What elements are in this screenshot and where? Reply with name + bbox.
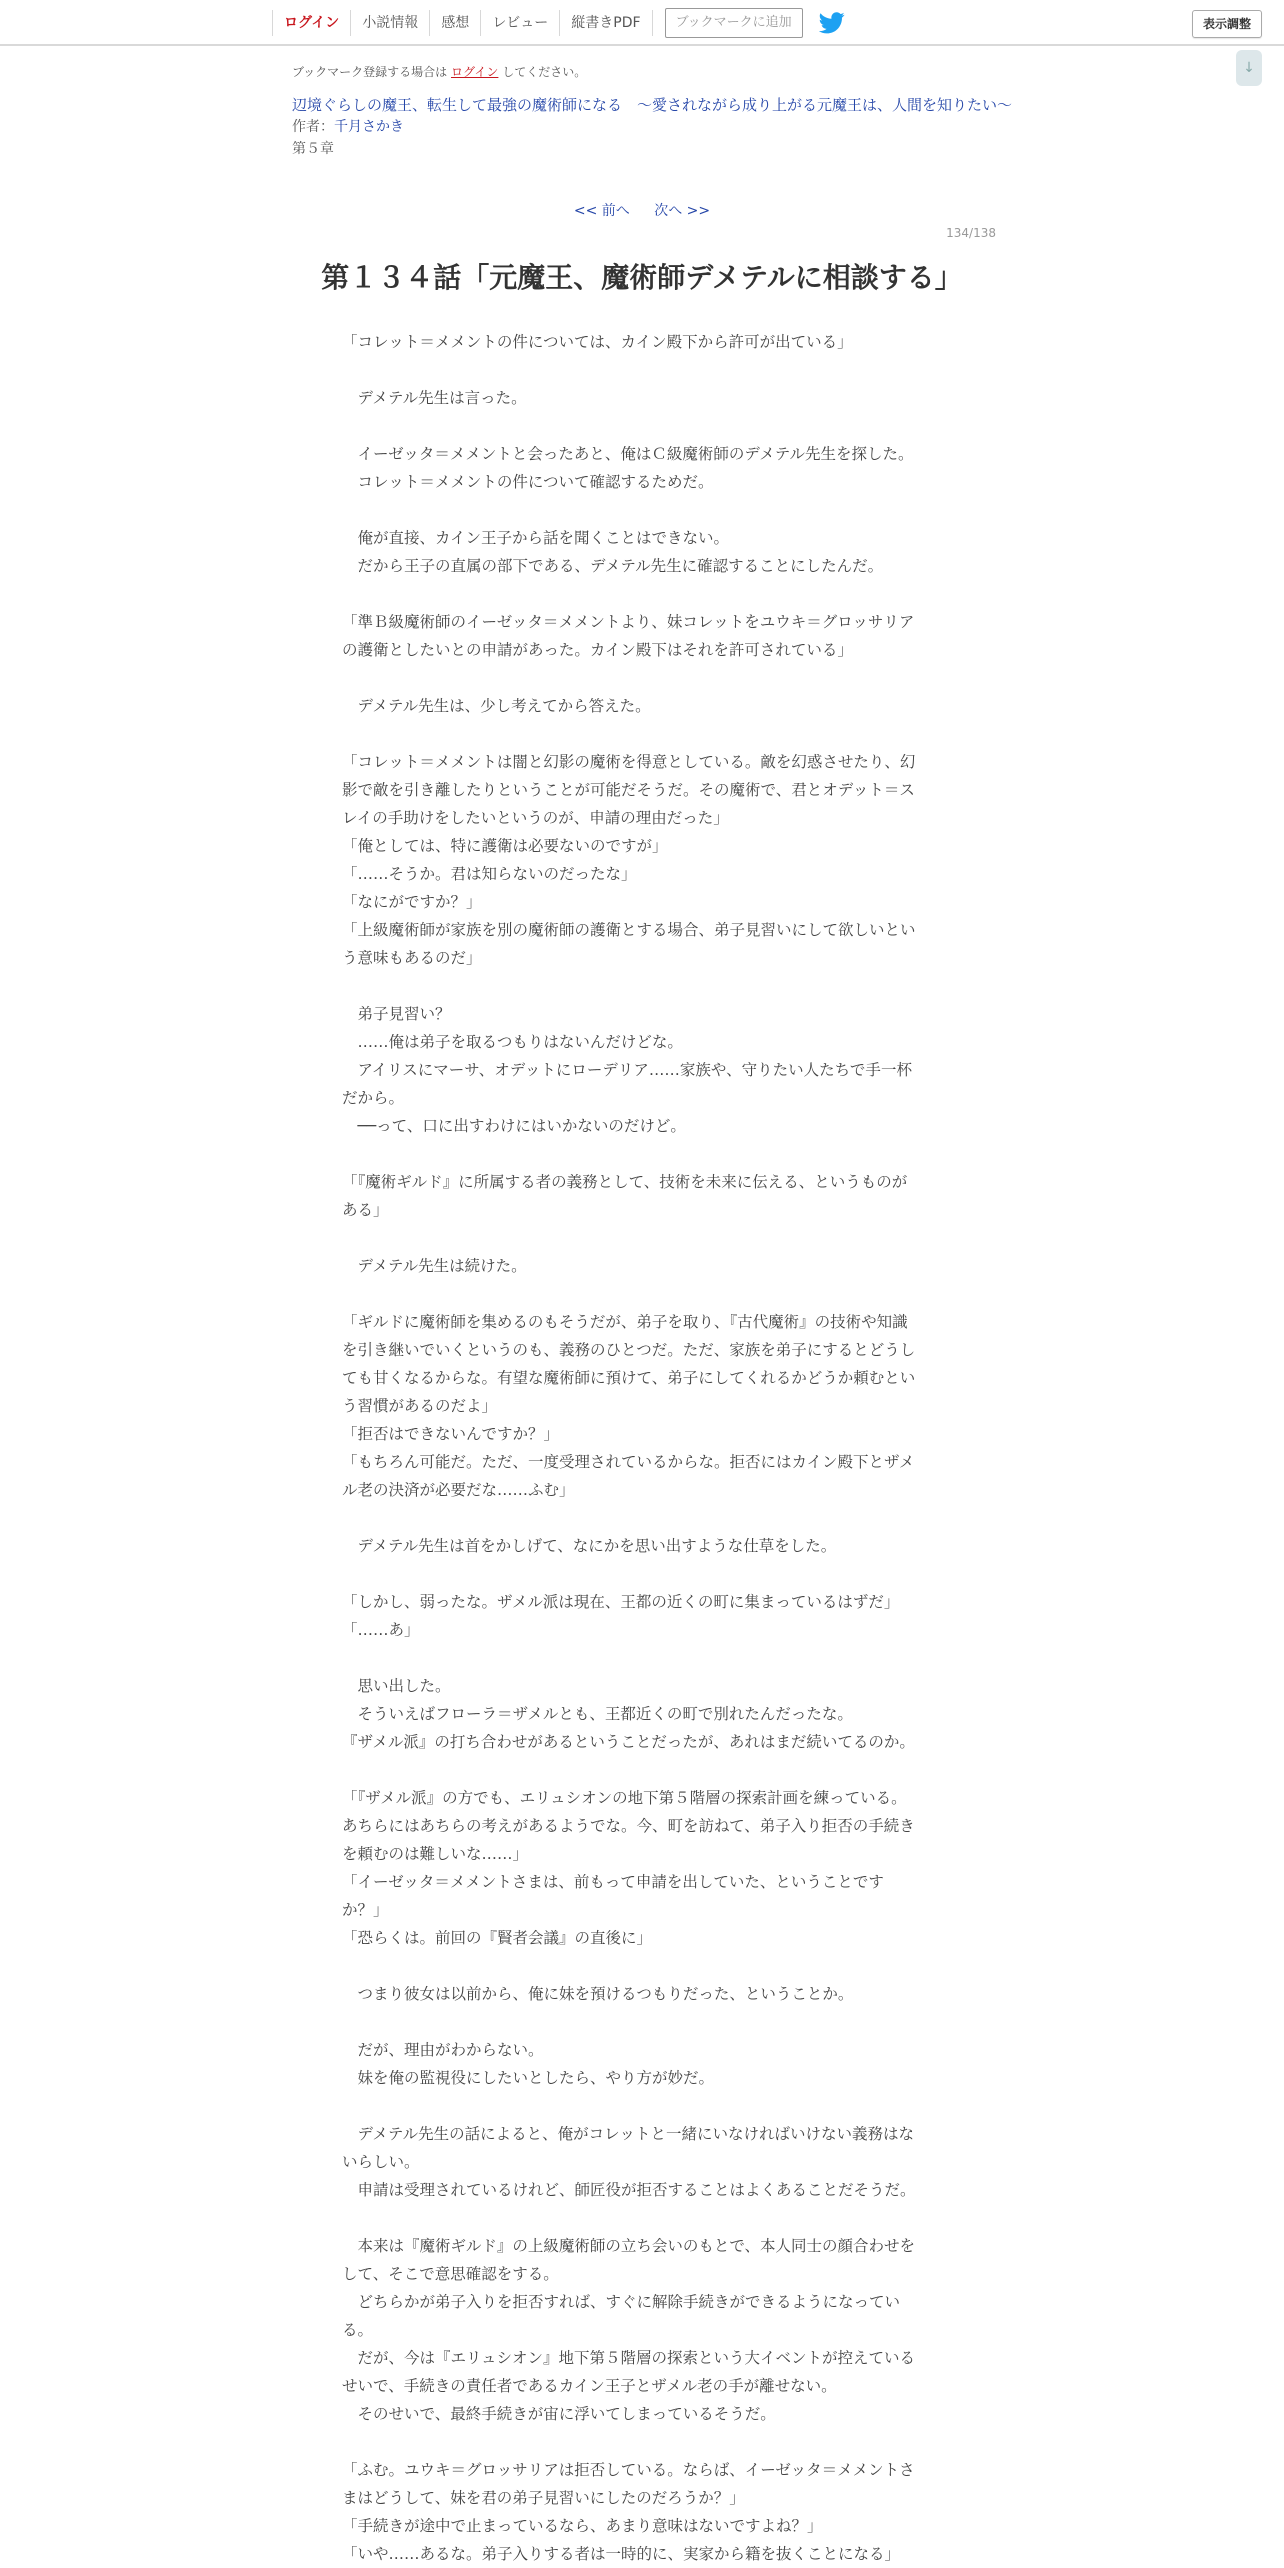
display-settings-button[interactable]: 表示調整 xyxy=(1192,10,1262,38)
body-line: つまり彼女は以前から、俺に妹を預けるつもりだった、ということか。 xyxy=(342,1985,854,2003)
body-line: だが、今は『エリュシオン』地下第５階層の探索という大イベントが控えている xyxy=(342,2349,916,2367)
body-line: だから王子の直属の部下である、デメテル先生に確認することにしたんだ。 xyxy=(342,557,884,575)
body-line: デメテル先生の話によると、俺がコレットと一緒にいなければいけない義務はな xyxy=(342,2125,914,2143)
body-line: 影で敵を引き離したりということが可能だそうだ。その魔術で、君とオデット＝ス xyxy=(342,781,915,799)
novel-meta xyxy=(292,62,1012,160)
body-line xyxy=(342,2428,942,2456)
body-line: 「ギルドに魔術師を集めるのもそうだが、弟子を取り、『古代魔術』の技術や知識 xyxy=(342,1313,908,1331)
body-line xyxy=(342,1560,942,1588)
body-line: の護衛としたいとの申請があった。カイン殿下はそれを許可されている」 xyxy=(342,641,853,659)
body-line: そのせいで、最終手続きが宙に浮いてしまっているそうだ。 xyxy=(342,2405,776,2423)
body-line: う意味もあるのだ」 xyxy=(342,949,482,967)
episode-counter: 134/138 xyxy=(946,226,996,240)
nav-vertical-pdf-link[interactable]: 縦書きPDF xyxy=(559,10,652,36)
body-line: 「……あ」 xyxy=(342,1621,420,1639)
body-line: を引き継いでいくというのも、義務のひとつだ。ただ、家族を弟子にするとどうし xyxy=(342,1341,916,1359)
body-line: レイの手助けをしたいというのが、申請の理由だった」 xyxy=(342,809,729,827)
body-line: 「イーゼッタ＝メメントさまは、前もって申請を出していた、ということです xyxy=(342,1873,884,1891)
body-line: どちらかが弟子入りを拒否すれば、すぐに解除手続きができるようになってい xyxy=(342,2293,901,2311)
body-line: デメテル先生は首をかしげて、なにかを思い出すような仕草をした。 xyxy=(342,1537,837,1555)
body-line: う習慣があるのだよ」 xyxy=(342,1397,498,1415)
body-line: る。 xyxy=(342,2321,374,2339)
body-line: 「コレット＝メメントの件については、カイン殿下から許可が出ている」 xyxy=(342,333,853,351)
header-nav xyxy=(272,10,845,36)
body-line xyxy=(342,1644,942,1672)
nav-novel-info-link[interactable]: 小説情報 xyxy=(350,10,429,36)
prev-episode-link[interactable]: << 前へ xyxy=(573,203,630,219)
bookmark-login-notice xyxy=(292,62,1012,82)
scroll-down-icon[interactable]: ↓ xyxy=(1236,50,1262,86)
body-line: 弟子見習い？ xyxy=(342,1005,451,1023)
body-line: デメテル先生は続けた。 xyxy=(342,1257,527,1275)
body-line: コレット＝メメントの件について確認するためだ。 xyxy=(342,473,714,491)
body-line: 「いや……あるな。弟子入りする者は一時的に、実家から籍を抜くことになる」 xyxy=(342,2545,901,2563)
body-line: 「なにがですか？」 xyxy=(342,893,482,911)
body-line: 本来は『魔術ギルド』の上級魔術師の立ち会いのもとで、本人同士の顔合わせを xyxy=(342,2237,916,2255)
body-line xyxy=(342,2204,942,2232)
episode-title: 第１３４話「元魔王、魔術師デメテルに相談する」 xyxy=(321,261,963,294)
body-line: して、そこで意思確認をする。 xyxy=(342,2265,559,2283)
body-line: 「『ザメル派』の方でも、エリュシオンの地下第５階層の探索計画を練っている。 xyxy=(342,1789,907,1807)
author-line xyxy=(292,116,1012,138)
body-line: 「拒否はできないんですか？」 xyxy=(342,1425,560,1443)
body-line xyxy=(342,496,942,524)
top-navigation-bar xyxy=(0,0,1284,46)
author-link[interactable]: 千月さかき xyxy=(334,119,404,135)
body-line: あちらにはあちらの考えがあるようでな。今、町を訪ねて、弟子入り拒否の手続き xyxy=(342,1817,915,1835)
body-line: いらしい。 xyxy=(342,2153,420,2171)
body-line: 「『魔術ギルド』に所属する者の義務として、技術を未来に伝える、というものが xyxy=(342,1173,908,1191)
body-line: まはどうして、妹を君の弟子見習いにしたのだろうか？」 xyxy=(342,2489,745,2507)
body-line xyxy=(342,580,942,608)
body-line: 「俺としては、特に護衛は必要ないのですが」 xyxy=(342,837,668,855)
body-line: ル老の決済が必要だな……ふむ」 xyxy=(342,1481,575,1499)
body-line: ある」 xyxy=(342,1201,389,1219)
add-bookmark-button[interactable]: ブックマークに追加 xyxy=(665,8,803,38)
body-line: 「……そうか。君は知らないのだったな」 xyxy=(342,865,637,883)
body-line xyxy=(342,720,942,748)
body-line: 俺が直接、カイン王子から話を聞くことはできない。 xyxy=(342,529,730,547)
notice-suffix: してください。 xyxy=(502,65,587,79)
body-line xyxy=(342,1140,942,1168)
body-line: 思い出した。 xyxy=(342,1677,451,1695)
body-line: だが、理由がわからない。 xyxy=(342,2041,544,2059)
author-label: 作者： xyxy=(292,119,334,135)
body-line xyxy=(342,412,942,440)
twitter-bird-icon[interactable] xyxy=(819,12,845,34)
episode-pager xyxy=(0,200,1284,220)
body-line xyxy=(342,664,942,692)
body-line: 「準Ｂ級魔術師のイーゼッタ＝メメントより、妹コレットをユウキ＝グロッサリア xyxy=(342,613,915,631)
body-line: 「恐らくは。前回の『賢者会議』の直後に」 xyxy=(342,1929,653,1947)
body-line: を頼むのは難しいな……」 xyxy=(342,1845,529,1863)
body-line: だから。 xyxy=(342,1089,405,1107)
notice-prefix: ブックマーク登録する場合は xyxy=(292,65,448,79)
body-line xyxy=(342,1952,942,1980)
body-line: デメテル先生は言った。 xyxy=(342,389,527,407)
body-line: デメテル先生は、少し考えてから答えた。 xyxy=(342,697,651,715)
body-line xyxy=(342,972,942,1000)
body-line: せいで、手続きの責任者であるカイン王子とザメル老の手が離せない。 xyxy=(342,2377,837,2395)
body-line xyxy=(342,2008,942,2036)
body-line: そういえばフローラ＝ザメルとも、王都近くの町で別れたんだったな。 xyxy=(342,1705,853,1723)
body-line xyxy=(342,1756,942,1784)
body-line: 申請は受理されているけれど、師匠役が拒否することはよくあることだそうだ。 xyxy=(342,2181,916,2199)
body-line: か？」 xyxy=(342,1901,389,1919)
body-line xyxy=(342,2092,942,2120)
body-line: 「しかし、弱ったな。ザメル派は現在、王都の近くの町に集まっているはずだ」 xyxy=(342,1593,900,1611)
body-line: 「コレット＝メメントは闇と幻影の魔術を得意としている。敵を幻惑させたり、幻 xyxy=(342,753,916,771)
nav-impressions-link[interactable]: 感想 xyxy=(429,10,480,36)
body-line: アイリスにマーサ、オデットにローデリア……家族や、守りたい人たちで手一杯 xyxy=(342,1061,912,1079)
notice-login-link[interactable]: ログイン xyxy=(451,65,499,79)
body-line: ──って、口に出すわけにはいかないのだけど。 xyxy=(342,1117,686,1135)
next-episode-link[interactable]: 次へ >> xyxy=(654,203,711,219)
nav-login-link[interactable]: ログイン xyxy=(272,10,350,36)
body-line: 「手続きが途中で止まっているなら、あまり意味はないですよね？」 xyxy=(342,2517,823,2535)
body-line: 妹を俺の監視役にしたいとしたら、やり方が妙だ。 xyxy=(342,2069,715,2087)
body-line: 「ふむ。ユウキ＝グロッサリアは拒否している。ならば、イーゼッタ＝メメントさ xyxy=(342,2461,915,2479)
chapter-label: 第５章 xyxy=(292,141,334,157)
novel-title-link[interactable]: 辺境ぐらしの魔王、転生して最強の魔術師になる 〜愛されながら成り上がる元魔王は、人間を知りたい〜 xyxy=(292,96,1013,114)
body-line: 「もちろん可能だ。ただ、一度受理されているからな。拒否にはカイン殿下とザメ xyxy=(342,1453,915,1471)
body-line: 「上級魔術師が家族を別の魔術師の護衛とする場合、弟子見習いにして欲しいとい xyxy=(342,921,916,939)
body-line xyxy=(342,1224,942,1252)
body-line: イーゼッタ＝メメントと会ったあと、俺はＣ級魔術師のデメテル先生を探した。 xyxy=(342,445,914,463)
body-line: ……俺は弟子を取るつもりはないんだけどな。 xyxy=(342,1033,683,1051)
body-line: 『ザメル派』の打ち合わせがあるということだったが、あれはまだ続いてるのか。 xyxy=(342,1733,915,1751)
body-line xyxy=(342,356,942,384)
nav-review-link[interactable]: レビュー xyxy=(480,10,559,36)
body-line: ても甘くなるからな。有望な魔術師に預けて、弟子にしてくれるかどうか頼むとい xyxy=(342,1369,916,1387)
body-line xyxy=(342,1280,942,1308)
episode-body xyxy=(342,328,942,2568)
body-line xyxy=(342,1504,942,1532)
